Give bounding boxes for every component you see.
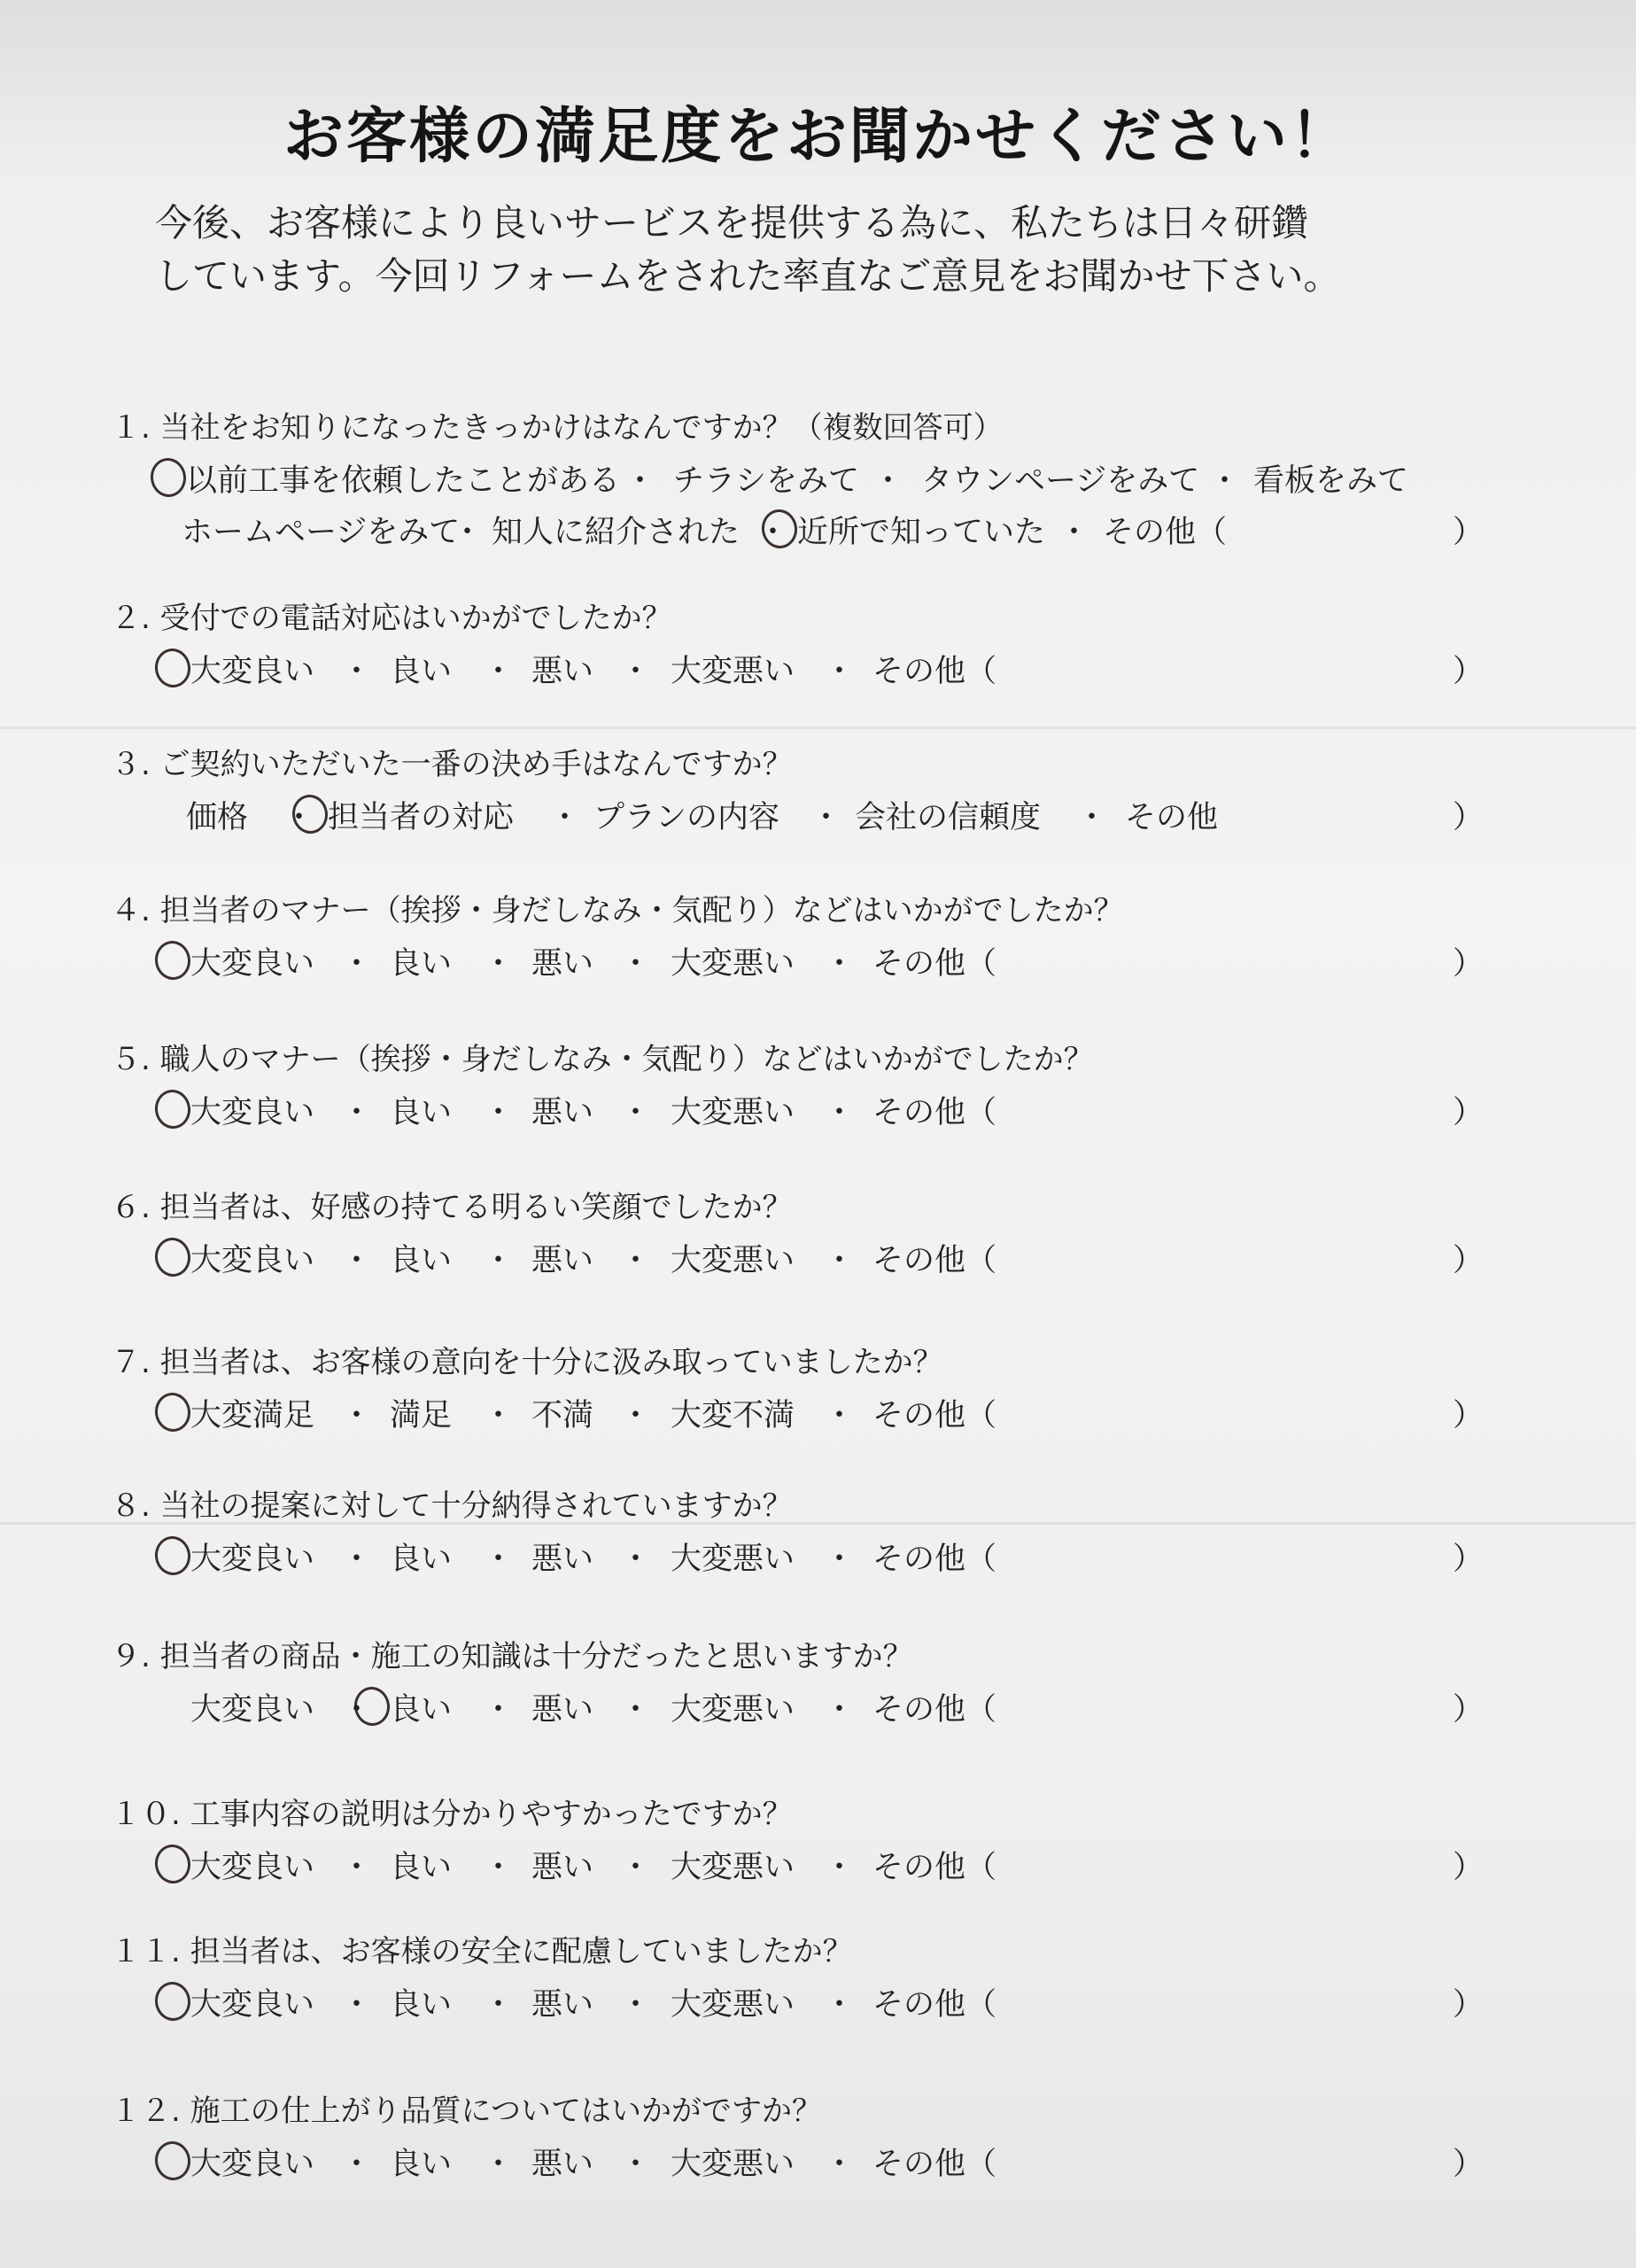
selected-circle-mark: [152, 2139, 193, 2182]
option[interactable]: その他（: [872, 946, 997, 982]
question-text: [111, 1183, 793, 1226]
option[interactable]: 大変良い: [190, 1095, 315, 1130]
selected-circle-mark: [152, 1979, 193, 2023]
option[interactable]: 大変良い: [190, 2147, 315, 2182]
option-separator: ・: [341, 1243, 373, 1278]
option-separator: ・: [624, 463, 656, 499]
intro-line-1: 今後、お客様により良いサービスを提供する為に、私たちは日々研鑽: [155, 201, 1309, 245]
option[interactable]: 大変悪い: [671, 1095, 795, 1130]
option[interactable]: 不満: [531, 1398, 594, 1433]
option-separator: ・: [872, 463, 904, 499]
option[interactable]: 良い: [390, 1850, 453, 1885]
option[interactable]: 看板をみて: [1253, 463, 1409, 499]
question-2: [0, 594, 1636, 718]
options-row: [0, 793, 1636, 837]
option[interactable]: その他（: [872, 1987, 997, 2023]
option[interactable]: その他（: [872, 1243, 997, 1278]
option-separator: ・: [824, 2147, 856, 2182]
option[interactable]: 知人に紹介された: [492, 515, 740, 550]
option[interactable]: その他（: [872, 1850, 997, 1885]
option-separator: ・: [824, 1398, 856, 1433]
option-separator: ・: [810, 800, 842, 835]
selected-circle-mark: [152, 1842, 193, 1885]
question-8: [0, 1481, 1636, 1605]
question-6: [0, 1183, 1636, 1307]
question-text: [111, 1632, 913, 1675]
option-separator: ・: [341, 1850, 373, 1885]
question-text: [111, 403, 1004, 447]
other-close-paren: ）: [1453, 515, 1485, 550]
option[interactable]: その他: [1125, 800, 1219, 835]
question-number: １１.: [111, 1934, 190, 1969]
question-5: [0, 1035, 1636, 1159]
option[interactable]: 大変悪い: [671, 1243, 795, 1278]
options-row: [0, 1391, 1636, 1435]
option[interactable]: その他（: [872, 2147, 997, 2182]
question-label: 施工の仕上がり品質についてはいかがですか？: [190, 2093, 822, 2129]
question-number: １.: [111, 410, 160, 446]
option-separator: ・: [452, 515, 484, 550]
option-separator: ・: [341, 1095, 373, 1130]
option[interactable]: 大変良い: [190, 1987, 315, 2023]
other-close-paren: ）: [1453, 1095, 1485, 1130]
option-separator: ・: [483, 946, 515, 982]
option-separator: ・: [483, 1692, 515, 1728]
option[interactable]: 会社の信頼度: [855, 800, 1042, 835]
question-text: [111, 740, 793, 783]
question-label: ご契約いただいた一番の決め手はなんですか？: [159, 747, 793, 782]
option[interactable]: 悪い: [531, 1692, 594, 1728]
question-number: ４.: [111, 893, 160, 928]
question-12: [0, 2086, 1636, 2210]
option[interactable]: 悪い: [531, 654, 594, 689]
option[interactable]: 大変良い: [190, 946, 315, 982]
option[interactable]: 悪い: [531, 2147, 594, 2182]
other-close-paren: ）: [1453, 1243, 1485, 1278]
question-number: １２.: [111, 2093, 190, 2129]
question-label: 担当者は、好感の持てる明るい笑顔でしたか？: [159, 1190, 793, 1225]
options-row: [0, 2140, 1636, 2184]
option-separator: ・: [620, 1850, 652, 1885]
selected-circle-mark: [152, 1390, 193, 1433]
option[interactable]: 大変悪い: [671, 2147, 795, 2182]
option[interactable]: 大変悪い: [671, 654, 795, 689]
question-text: [111, 1927, 853, 1970]
option[interactable]: その他（: [872, 1095, 997, 1130]
options-row: [0, 508, 1636, 552]
options-row: [0, 1236, 1636, 1280]
option[interactable]: その他（: [872, 1542, 997, 1577]
option[interactable]: 悪い: [531, 1987, 594, 2023]
option[interactable]: その他（: [872, 1692, 997, 1728]
question-number: １０.: [111, 1797, 190, 1832]
other-close-paren: ）: [1453, 946, 1485, 982]
option-separator: ・: [341, 654, 373, 689]
option[interactable]: 大変良い: [190, 1243, 315, 1278]
option-separator: ・: [757, 515, 789, 550]
option[interactable]: 悪い: [531, 946, 594, 982]
question-number: ９.: [111, 1639, 160, 1674]
option-separator: ・: [824, 654, 856, 689]
question-4: [0, 886, 1636, 1010]
option-separator: ・: [483, 1542, 515, 1577]
option[interactable]: 大変悪い: [671, 946, 795, 982]
option[interactable]: 大変良い: [190, 654, 315, 689]
question-1: [0, 403, 1636, 550]
option[interactable]: 大変満足: [190, 1398, 315, 1433]
option-separator: ・: [341, 1692, 373, 1728]
option-separator: ・: [341, 2147, 373, 2182]
other-close-paren: ）: [1453, 1398, 1485, 1433]
other-close-paren: ）: [1453, 1850, 1485, 1885]
option[interactable]: 良い: [390, 654, 453, 689]
option-separator: ・: [483, 1243, 515, 1278]
other-close-paren: ）: [1453, 654, 1485, 689]
question-number: ８.: [111, 1488, 160, 1524]
option[interactable]: ホームページをみて: [182, 515, 461, 550]
question-10: [0, 1790, 1636, 1914]
option[interactable]: 満足: [390, 1398, 453, 1433]
option-separator: ・: [824, 1095, 856, 1130]
option[interactable]: 良い: [390, 1542, 453, 1577]
option-separator: ・: [341, 1987, 373, 2023]
question-text: [111, 2086, 822, 2130]
option[interactable]: 大変良い: [190, 1692, 315, 1728]
question-label: 担当者の商品・施工の知識は十分だったと思いますか？: [159, 1639, 913, 1674]
question-number: ２.: [111, 601, 160, 636]
question-label: 担当者は、お客様の意向を十分に汲み取っていましたか？: [159, 1345, 943, 1380]
option[interactable]: 良い: [390, 2147, 453, 2182]
option-separator: ・: [483, 1850, 515, 1885]
option-separator: ・: [620, 1095, 652, 1130]
other-close-paren: ）: [1453, 800, 1485, 835]
options-row: [0, 1980, 1636, 2024]
question-label: 担当者は、お客様の安全に配慮していましたか？: [190, 1934, 853, 1969]
option-separator: ・: [341, 946, 373, 982]
option-separator: ・: [620, 1243, 652, 1278]
question-label: 当社の提案に対して十分納得されていますか？: [159, 1488, 793, 1524]
option[interactable]: 価格: [186, 800, 249, 835]
other-close-paren: ）: [1453, 1692, 1485, 1728]
option[interactable]: プランの内容: [593, 800, 780, 835]
option[interactable]: 悪い: [531, 1243, 594, 1278]
option[interactable]: 大変悪い: [671, 1850, 795, 1885]
option-separator: ・: [483, 2147, 515, 2182]
option[interactable]: 近所で知っていた: [797, 515, 1046, 550]
option-separator: ・: [824, 1243, 856, 1278]
option[interactable]: 担当者の対応: [328, 800, 515, 835]
options-row: [0, 647, 1636, 691]
option-separator: ・: [341, 1542, 373, 1577]
question-label: 担当者のマナー（挨拶・身だしなみ・気配り）などはいかがでしたか？: [159, 893, 1124, 928]
question-number: ５.: [111, 1042, 160, 1077]
selected-circle-mark: [152, 1534, 193, 1577]
option-separator: ・: [483, 654, 515, 689]
options-row: [0, 939, 1636, 983]
option-separator: ・: [824, 1692, 856, 1728]
page-title: お客様の満足度をお聞かせください！: [283, 102, 1353, 172]
option-separator: ・: [824, 1987, 856, 2023]
option-separator: ・: [1076, 800, 1108, 835]
intro-line-2: しています。今回リフォームをされた率直なご意見をお聞かせ下さい。: [155, 254, 1341, 298]
option-separator: ・: [620, 1692, 652, 1728]
option-separator: ・: [1209, 463, 1241, 499]
option-separator: ・: [483, 1987, 515, 2023]
option[interactable]: 良い: [390, 1095, 453, 1130]
question-text: [111, 886, 1124, 929]
option-separator: ・: [283, 800, 315, 835]
option[interactable]: 良い: [390, 946, 453, 982]
question-label: 職人のマナー（挨拶・身だしなみ・気配り）などはいかがでしたか？: [159, 1042, 1094, 1077]
question-7: [0, 1338, 1636, 1462]
other-close-paren: ）: [1453, 2147, 1485, 2182]
option-separator: ・: [824, 946, 856, 982]
option[interactable]: その他（: [1103, 515, 1228, 550]
option-separator: ・: [824, 1542, 856, 1577]
paper-fold: [0, 726, 1636, 729]
option-separator: ・: [620, 1542, 652, 1577]
other-close-paren: ）: [1453, 1542, 1485, 1577]
option-separator: ・: [620, 2147, 652, 2182]
option[interactable]: 大変悪い: [671, 1987, 795, 2023]
option[interactable]: 悪い: [531, 1095, 594, 1130]
option[interactable]: 良い: [390, 1243, 453, 1278]
question-label: 当社をお知りになったきっかけはなんですか？（複数回答可）: [159, 410, 1004, 446]
option[interactable]: 大変悪い: [671, 1692, 795, 1728]
options-row: [0, 1534, 1636, 1579]
option[interactable]: 大変良い: [190, 1850, 315, 1885]
option-separator: ・: [620, 1987, 652, 2023]
selected-circle-mark: [152, 646, 193, 689]
option[interactable]: 大変良い: [190, 1542, 315, 1577]
question-number: ７.: [111, 1345, 160, 1380]
question-text: [111, 594, 672, 637]
selected-circle-mark: [152, 1235, 193, 1278]
question-9: [0, 1632, 1636, 1756]
options-row: [0, 456, 1636, 501]
selected-circle-mark: [148, 455, 189, 499]
option-separator: ・: [549, 800, 581, 835]
option-separator: ・: [341, 1398, 373, 1433]
option-separator: ・: [483, 1095, 515, 1130]
question-text: [111, 1035, 1094, 1078]
question-text: [111, 1338, 943, 1381]
option-separator: ・: [824, 1850, 856, 1885]
option-separator: ・: [620, 654, 652, 689]
option[interactable]: その他（: [872, 654, 997, 689]
option[interactable]: 良い: [390, 1987, 453, 2023]
option[interactable]: チラシをみて: [673, 463, 860, 499]
option-separator: ・: [620, 946, 652, 982]
options-row: [0, 1088, 1636, 1132]
option[interactable]: 良い: [390, 1692, 453, 1728]
question-number: ３.: [111, 747, 160, 782]
option[interactable]: タウンページをみて: [921, 463, 1200, 499]
question-11: [0, 1927, 1636, 2051]
question-label: 工事内容の説明は分かりやすかったですか？: [190, 1797, 793, 1832]
selected-circle-mark: [152, 938, 193, 982]
option-separator: ・: [620, 1398, 652, 1433]
option[interactable]: その他（: [872, 1398, 997, 1433]
options-row: [0, 1685, 1636, 1729]
other-close-paren: ）: [1453, 1987, 1485, 2023]
option[interactable]: 大変不満: [671, 1398, 795, 1433]
question-3: [0, 740, 1636, 864]
question-number: ６.: [111, 1190, 160, 1225]
options-row: [0, 1843, 1636, 1887]
option-separator: ・: [483, 1398, 515, 1433]
question-label: 受付での電話対応はいかがでしたか？: [159, 601, 672, 636]
option[interactable]: 以前工事を依頼したことがある: [186, 463, 621, 499]
option[interactable]: 悪い: [531, 1542, 594, 1577]
selected-circle-mark: [152, 1087, 193, 1130]
option[interactable]: 悪い: [531, 1850, 594, 1885]
intro-text: [155, 197, 1537, 303]
question-text: [111, 1481, 793, 1525]
question-text: [111, 1790, 793, 1833]
option[interactable]: 大変悪い: [671, 1542, 795, 1577]
option-separator: ・: [1058, 515, 1090, 550]
